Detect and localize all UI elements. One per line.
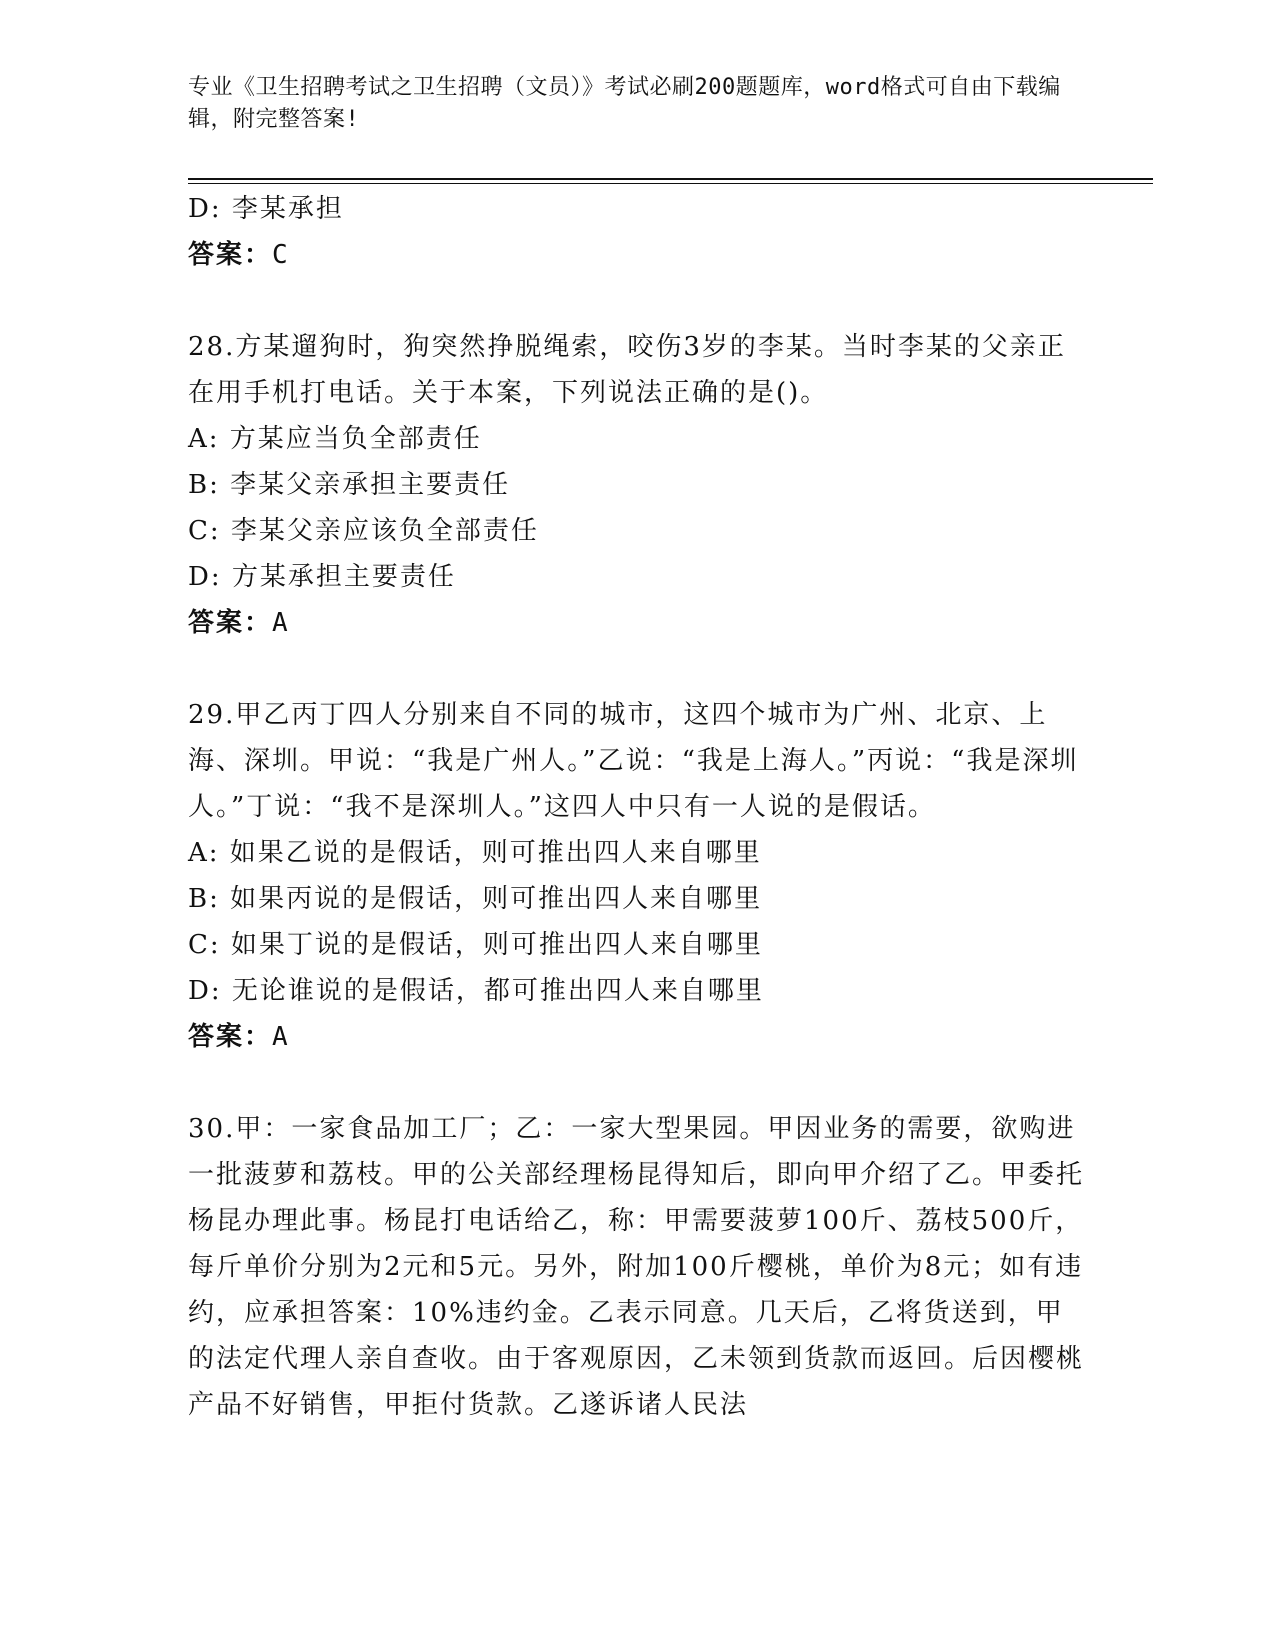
option-c: C: 李某父亲应该负全部责任 (188, 516, 539, 546)
option-d: D: 无论谁说的是假话，都可推出四人来自哪里 (188, 976, 764, 1006)
spacer (188, 1060, 1088, 1106)
spacer (188, 278, 1088, 324)
option-a: A: 方某应当负全部责任 (188, 424, 482, 454)
answer-label: 答案： (188, 608, 273, 638)
answer-label: 答案： (188, 1022, 273, 1052)
question-list (188, 186, 1088, 1428)
option-b: B: 李某父亲承担主要责任 (188, 470, 511, 500)
answer-line (188, 1014, 1088, 1060)
answer-value: A (272, 1022, 290, 1052)
option-a: A: 如果乙说的是假话，则可推出四人来自哪里 (188, 838, 762, 868)
answer-label: 答案： (188, 240, 273, 270)
page-header: 专业《卫生招聘考试之卫生招聘（文员）》考试必刷200题题库，word格式可自由下载编辑，附完整答案! (188, 75, 1061, 132)
answer-line (188, 232, 1088, 278)
option-c: C: 如果丁说的是假话，则可推出四人来自哪里 (188, 930, 763, 960)
answer-line (188, 600, 1088, 646)
option-b: B: 如果丙说的是假话，则可推出四人来自哪里 (188, 884, 763, 914)
question-text-30: 30.甲：一家食品加工厂；乙：一家大型果园。甲因业务的需要，欲购进一批菠萝和荔枝。甲的公关部经理杨昆得知后，即向甲介绍了乙。甲委托杨昆办理此事。杨昆打电话给乙，称：甲需要菠萝100斤、荔枝500斤，每斤单价分别为2元和5元。另外，附加100斤樱桃，单价为8元；如有违约，应承担答案：10%违约金。乙表示同意。几天后，乙将货送到，甲的法定代理人亲自查收。由于客观原因，乙未领到货款而返回。后因樱桃产品不好销售，甲拒付货款。乙遂诉诸人民法 (188, 1114, 1085, 1420)
spacer (188, 646, 1088, 692)
answer-value: A (272, 608, 290, 638)
header-divider (188, 178, 1153, 180)
option-d: D: 李某承担 (188, 194, 344, 224)
header-divider-thin (188, 183, 1153, 184)
option-d: D: 方某承担主要责任 (188, 562, 456, 592)
question-text-28: 28.方某遛狗时，狗突然挣脱绳索，咬伤3岁的李某。当时李某的父亲正在用手机打电话。关于本案，下列说法正确的是()。 (188, 332, 1066, 408)
answer-value: C (272, 240, 290, 270)
question-text-29: 29.甲乙丙丁四人分别来自不同的城市，这四个城市为广州、北京、上海、深圳。甲说：“我是广州人。”乙说：“我是上海人。”丙说：“我是深圳人。”丁说：“我不是深圳人。”这四人中只有一人说的是假话。 (188, 700, 1079, 822)
